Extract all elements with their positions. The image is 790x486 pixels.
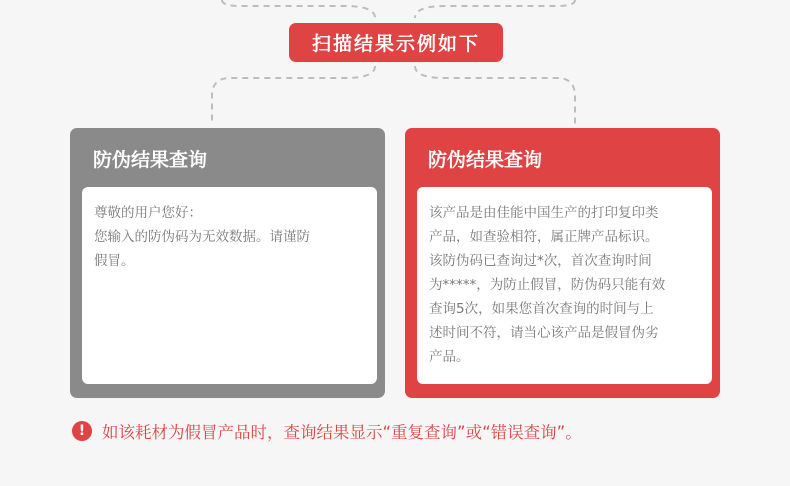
message-line: 该产品是由佳能中国生产的打印复印类 bbox=[429, 205, 659, 221]
message-line: 产品，如查验相符，属正牌产品标识。 bbox=[429, 229, 659, 245]
message-line: 假冒。 bbox=[94, 253, 135, 269]
invalid-result-card bbox=[70, 128, 385, 398]
valid-result-message bbox=[417, 187, 712, 384]
card-title: 防伪结果查询 bbox=[93, 149, 208, 171]
message-line: 为*****，为防止假冒，防伪码只能有效 bbox=[429, 277, 666, 293]
invalid-result-message bbox=[82, 187, 377, 384]
message-line: 述时间不符，请当心该产品是假冒伪劣 bbox=[429, 325, 659, 341]
valid-result-card bbox=[405, 128, 720, 398]
message-line: 该防伪码已查询过*次，首次查询时间 bbox=[429, 253, 652, 269]
card-title: 防伪结果查询 bbox=[428, 149, 543, 171]
message-line: 您输入的防伪码为无效数据。请谨防 bbox=[94, 229, 310, 245]
message-line: 尊敬的用户您好： bbox=[94, 205, 202, 221]
counterfeit-notice bbox=[72, 419, 582, 443]
message-line: 产品。 bbox=[429, 349, 470, 365]
message-line: 查询5次，如果您首次查询的时间与上 bbox=[429, 301, 654, 317]
counterfeit-notice-text: 如该耗材为假冒产品时，查询结果显示“重复查询”或“错误查询”。 bbox=[102, 423, 582, 442]
scan-result-example-badge: 扫描结果示例如下 bbox=[289, 23, 503, 62]
exclamation-icon: ! bbox=[72, 421, 92, 441]
